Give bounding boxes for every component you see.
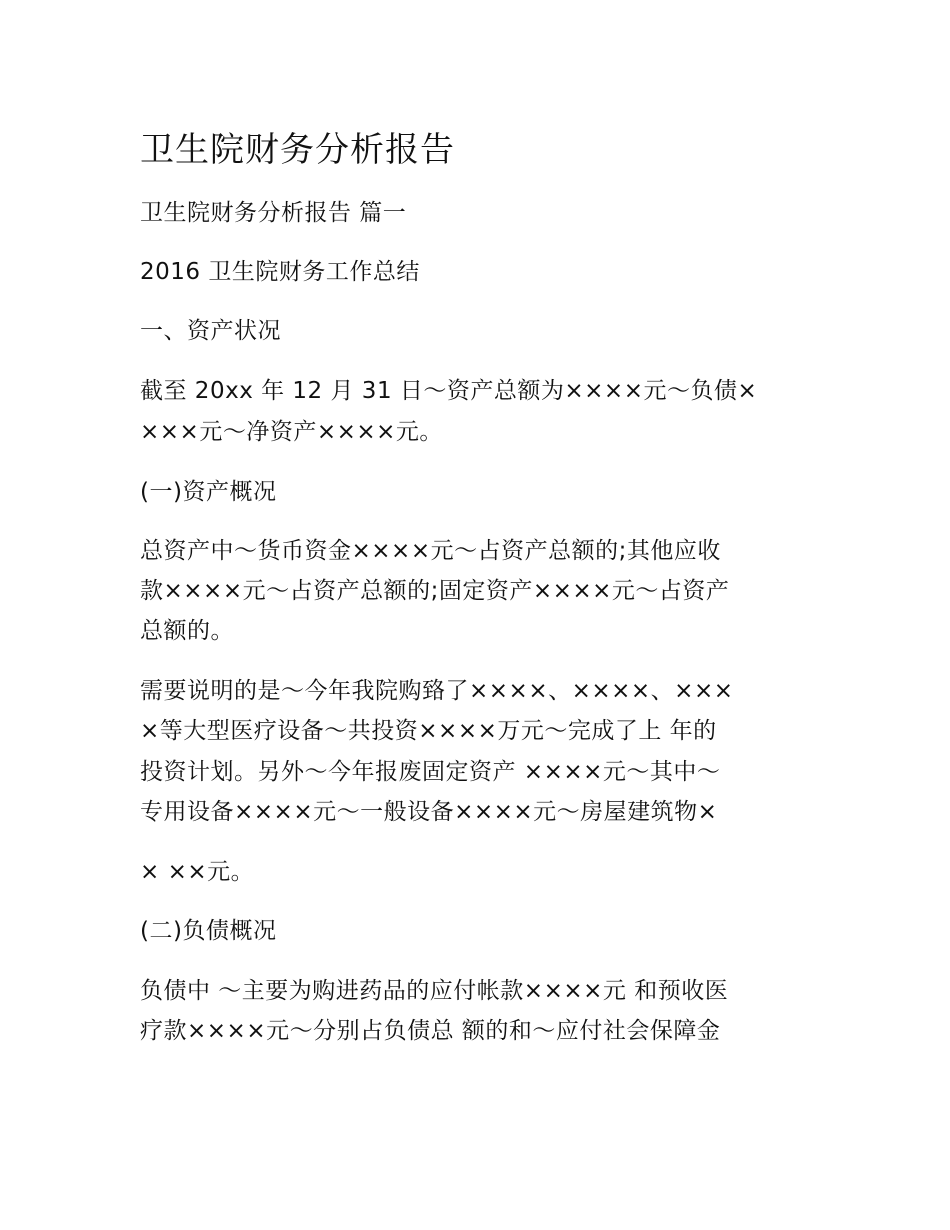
paragraph-line: × ××元。 [140, 859, 255, 885]
document-title: 卫生院财务分析报告 [140, 130, 455, 170]
paragraph-line: 款××××元～占资产总额的;固定资产××××元～占资产 [140, 578, 730, 604]
paragraph-line: 投资计划。另外～今年报废固定资产 ××××元～其中～ [140, 759, 721, 785]
paragraph-line: 疗款××××元～分别占负债总 额的和～应付社会保障金 [140, 1018, 721, 1044]
paragraph-line: ×等大型医疗设备～共投资××××万元～完成了上 年的 [140, 718, 717, 744]
section-heading-assets: 一、资产状况 [140, 318, 281, 344]
report-title: 2016 卫生院财务工作总结 [140, 259, 420, 285]
document-subtitle: 卫生院财务分析报告 篇一 [140, 200, 407, 226]
paragraph-line: 负债中 ～主要为购进药品的应付帐款××××元 和预收医 [140, 978, 729, 1004]
paragraph-line: 截至 20xx 年 12 月 31 日～资产总额为××××元～负债× [140, 378, 758, 404]
paragraph-line: 需要说明的是～今年我院购臵了××××、××××、××× [140, 678, 734, 704]
paragraph-line: 总额的。 [140, 618, 234, 644]
paragraph-line: 总资产中～货币资金××××元～占资产总额的;其他应收 [140, 538, 721, 564]
paragraph-line: ×××元～净资产××××元。 [140, 419, 443, 445]
subsection-heading-liabilities-overview: (二)负债概况 [140, 918, 277, 944]
subsection-heading-assets-overview: (一)资产概况 [140, 479, 277, 505]
paragraph-line: 专用设备××××元～一般设备××××元～房屋建筑物× [140, 799, 718, 825]
